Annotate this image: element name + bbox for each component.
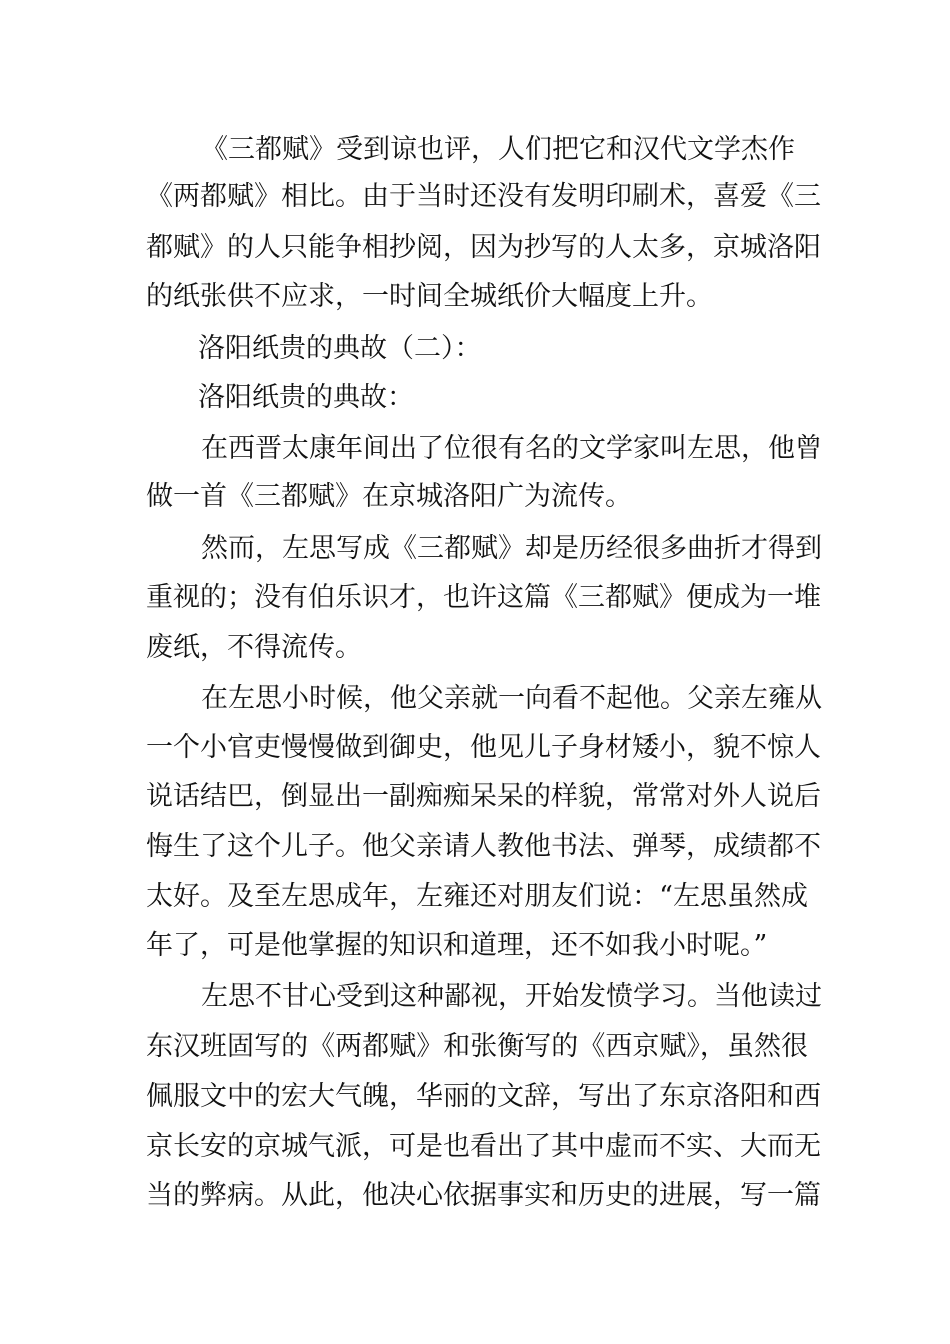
text-line: 在左思小时候，他父亲就一向看不起他。父亲左雍从 xyxy=(201,683,822,714)
text-line: 京长安的京城气派，可是也看出了其中虚而不实、大而无 xyxy=(146,1131,821,1162)
text-line: 的纸张供不应求，一时间全城纸价大幅度上升。 xyxy=(146,281,713,312)
text-line: 说话结巴，倒显出一副痴痴呆呆的样貌，常常对外人说后 xyxy=(146,781,821,812)
text-line: 《三都赋》受到谅也评，人们把它和汉代文学杰作 xyxy=(201,134,795,165)
section-subheading: 洛阳纸贵的典故： xyxy=(198,382,414,413)
text-line: 在西晋太康年间出了位很有名的文学家叫左思，他曾 xyxy=(201,433,822,464)
text-line: 左思不甘心受到这种鄙视，开始发愤学习。当他读过 xyxy=(201,981,822,1012)
text-line: 当的弊病。从此，他决心依据事实和历史的进展，写一篇 xyxy=(146,1180,821,1211)
text-line: 重视的；没有伯乐识才，也许这篇《三都赋》便成为一堆 xyxy=(146,582,821,613)
text-line: 一个小官吏慢慢做到御史，他见儿子身材矮小，貌不惊人 xyxy=(146,732,821,763)
section-heading: 洛阳纸贵的典故（二）： xyxy=(198,333,482,364)
text-line: 年了，可是他掌握的知识和道理，还不如我小时呢。” xyxy=(146,930,768,961)
text-line: 废纸，不得流传。 xyxy=(146,632,362,663)
text-line: 然而，左思写成《三都赋》却是历经很多曲折才得到 xyxy=(201,533,822,564)
text-line: 《两都赋》相比。由于当时还没有发明印刷术，喜爱《三 xyxy=(146,181,821,212)
text-line: 东汉班固写的《两都赋》和张衡写的《西京赋》，虽然很 xyxy=(146,1031,808,1062)
text-line: 佩服文中的宏大气魄，华丽的文辞，写出了东京洛阳和西 xyxy=(146,1081,821,1112)
text-line: 悔生了这个儿子。他父亲请人教他书法、弹琴，成绩都不 xyxy=(146,831,821,862)
text-line: 太好。及至左思成年，左雍还对朋友们说：“左思虽然成 xyxy=(146,881,808,912)
text-line: 都赋》的人只能争相抄阅，因为抄写的人太多，京城洛阳 xyxy=(146,232,821,263)
text-line: 做一首《三都赋》在京城洛阳广为流传。 xyxy=(146,481,632,512)
